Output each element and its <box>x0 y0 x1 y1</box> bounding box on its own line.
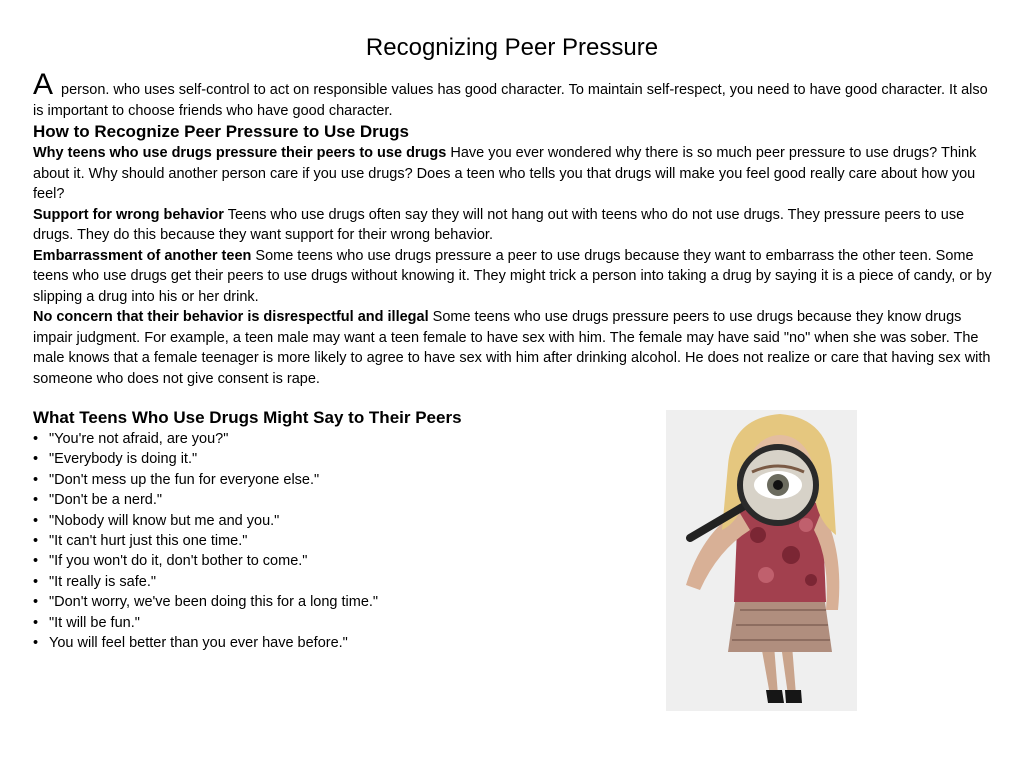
section-no-concern <box>33 307 995 389</box>
quote-text: "Don't be a nerd." <box>49 492 163 509</box>
quotes-heading: What Teens Who Use Drugs Might Say to Their Peers <box>33 408 462 427</box>
section-why-lead: Why teens who use drugs pressure their peers to use drugs <box>33 145 447 161</box>
quote-text: "If you won't do it, don't bother to come." <box>49 553 308 570</box>
bullet: • <box>33 431 39 447</box>
section-no-concern-lead: No concern that their behavior is disrespectful and illegal <box>33 309 429 325</box>
section-why <box>33 143 995 205</box>
bullet: • <box>33 614 39 631</box>
bullet: • <box>33 533 39 550</box>
intro-text: person. who uses self-control to act on responsible values has good character. To maintain self-respect, you need to have good character. It also is important to choose friends who have good character. <box>33 82 988 119</box>
quote-text: "It can't hurt just this one time." <box>49 533 248 550</box>
section-no-concern-text: Some teens who use drugs pressure peers to use drugs because they know drugs impair judgment. For example, a teen male may want a teen female to have sex with him. The female may have said "no" when she was sober. The male knows that a female teenager is more likely to agree to have sex with him after drinking alcohol. He does not realize or care that having sex with someone who does not give consent is rape. <box>33 309 991 387</box>
quote-text: You will feel better than you ever have before." <box>49 635 348 652</box>
bullet: • <box>33 573 39 590</box>
bullet: • <box>33 492 39 509</box>
bullet: • <box>33 594 39 611</box>
section-heading: How to Recognize Peer Pressure to Use Drugs <box>33 122 409 141</box>
quote-text: "You're not afraid, are you?" <box>49 431 229 447</box>
section-support-text: Teens who use drugs often say they will not hang out with teens who do not use drugs. They pressure peers to use drugs. They do this because they want support for their wrong behavior. <box>33 206 965 243</box>
bullet: • <box>33 512 39 529</box>
intro-paragraph <box>33 70 995 121</box>
quote-text: "Don't worry, we've been doing this for a long time." <box>49 594 379 611</box>
bullet: • <box>33 553 39 570</box>
section-support-lead: Support for wrong behavior <box>33 206 224 223</box>
section-why-text: Have you ever wondered why there is so much peer pressure to use drugs? Think about it. Why should another person care if you use drugs? Does a teen who tells you that drugs will make you feel good really care about how you feel? <box>33 145 977 202</box>
quote-text: "It will be fun." <box>49 614 140 631</box>
quote-text: "Nobody will know but me and you." <box>49 512 280 529</box>
bullet: • <box>33 451 39 468</box>
slide-title: Recognizing Peer Pressure <box>365 34 659 61</box>
section-embarrassment <box>33 246 995 308</box>
bullet: • <box>33 471 39 488</box>
spacer <box>33 389 995 407</box>
quote-text: "It really is safe." <box>49 573 156 590</box>
section-support <box>33 205 995 246</box>
section-embarrassment-lead: Embarrassment of another teen <box>33 247 252 264</box>
photo-girl-with-magnifying-glass <box>666 410 857 711</box>
section-embarrassment-text: Some teens who use drugs pressure a peer to use drugs because they want to embarrass the other teen. Some teens who use drugs get their peers to use drugs without knowing it. They might trick a person into taking a drug by saying it is a piece of candy, or by slipping a drug into his or her drink. <box>33 247 992 305</box>
quote-text: "Everybody is doing it." <box>49 451 198 468</box>
intro-dropcap: A <box>33 68 54 101</box>
quote-text: "Don't mess up the fun for everyone else." <box>49 471 320 488</box>
girl-with-magnifying-glass-illustration <box>666 410 857 711</box>
bullet: • <box>33 635 39 652</box>
